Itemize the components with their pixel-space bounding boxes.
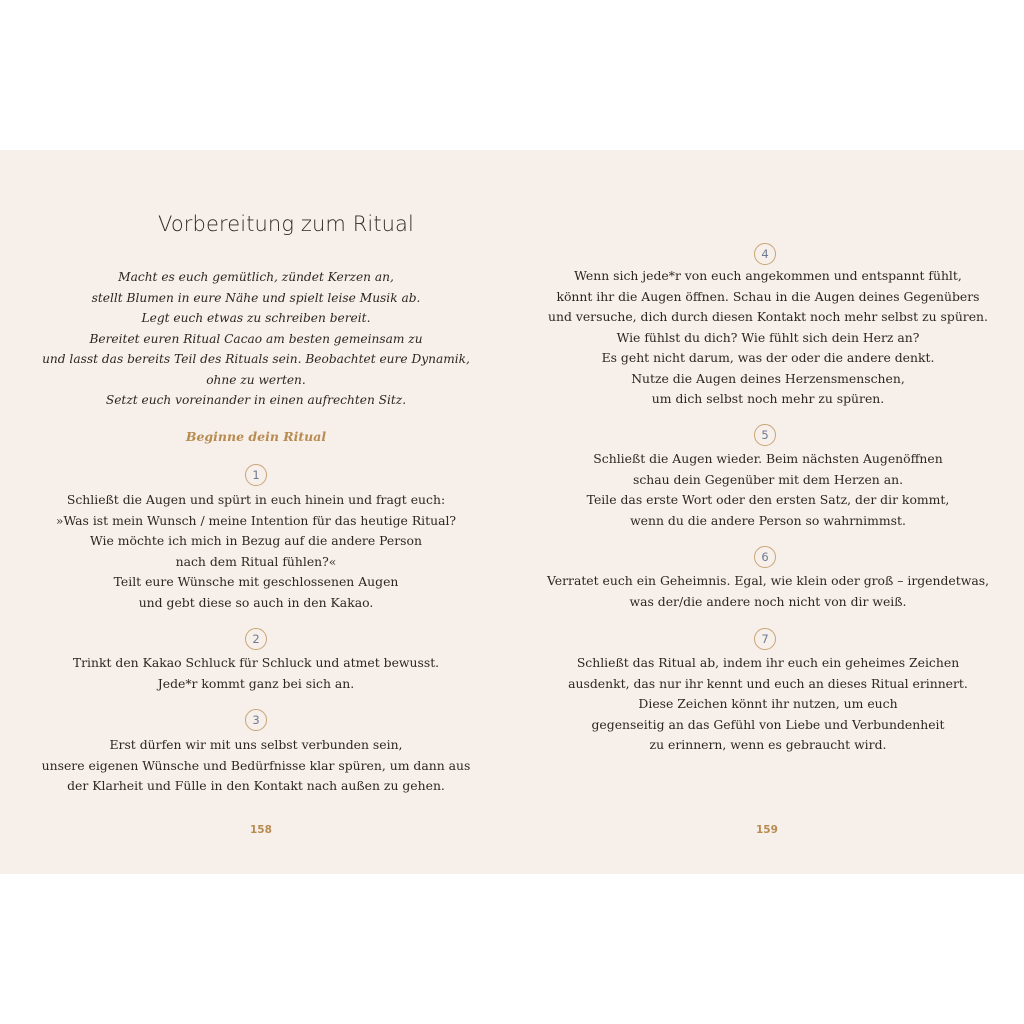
intro-line: ohne zu werten. [206, 372, 306, 387]
step-line: Wenn sich jede*r von euch angekommen und entspannt fühlt, [574, 268, 962, 283]
step-line: nach dem Ritual fühlen?« [175, 553, 337, 569]
step-line: Teile das erste Wort oder den ersten Satz, der dir kommt, [586, 492, 950, 507]
step-line: Schließt das Ritual ab, indem ihr euch ein geheimes Zeichen [576, 655, 960, 670]
step-text-3 [0, 735, 512, 797]
intro-paragraph [0, 267, 512, 411]
step-number-badge-5: 5 [754, 424, 776, 446]
step-line: Trinkt den Kakao Schluck für Schluck und atmet bewusst. [72, 655, 440, 670]
step-line: Jede*r kommt ganz bei sich an. [157, 675, 355, 691]
intro-line: und lasst das bereits Teil des Rituals sein. Beobachtet eure Dynamik, [42, 352, 470, 366]
intro-line: Bereitet euren Ritual Cacao am besten gemeinsam zu [89, 331, 423, 346]
intro-line: stellt Blumen in eure Nähe und spielt leise Musik ab. [91, 290, 421, 305]
step-text-6 [512, 571, 1024, 612]
book-spread [0, 150, 1024, 874]
step-line: Teilt eure Wünsche mit geschlossenen Augen [113, 574, 399, 589]
step-line: unsere eigenen Wünsche und Bedürfnisse klar spüren, um dann aus [41, 757, 471, 773]
step-line: Nutze die Augen deines Herzensmenschen, [631, 370, 905, 386]
step-line: Diese Zeichen könnt ihr nutzen, um euch [638, 696, 898, 711]
step-line: schau dein Gegenüber mit dem Herzen an. [632, 471, 904, 487]
step-line: ausdenkt, das nur ihr kennt und euch an dieses Ritual erinnert. [568, 675, 968, 691]
step-line: gegenseitig an das Gefühl von Liebe und Verbundenheit [591, 716, 945, 732]
step-line: der Klarheit und Fülle in den Kontakt nach außen zu gehen. [67, 778, 445, 793]
step-line: um dich selbst noch mehr zu spüren. [651, 391, 885, 406]
intro-line: Legt euch etwas zu schreiben bereit. [141, 311, 371, 325]
step-line: »Was ist mein Wunsch / meine Intention für das heutige Ritual? [55, 512, 457, 528]
step-line: und gebt diese so auch in den Kakao. [138, 594, 374, 610]
section-subheading: Beginne dein Ritual [185, 429, 327, 444]
step-line: könnt ihr die Augen öffnen. Schau in die Augen deines Gegenübers [556, 288, 980, 304]
right-page [512, 150, 1024, 874]
step-line: Wie möchte ich mich in Bezug auf die andere Person [90, 533, 422, 548]
step-line: und versuche, dich durch diesen Kontakt noch mehr selbst zu spüren. [548, 309, 988, 324]
step-text-2 [0, 653, 512, 694]
step-line: Verratet euch ein Geheimnis. Egal, wie klein oder groß – irgendetwas, [546, 573, 990, 588]
step-number-badge-3: 3 [245, 709, 267, 731]
step-number-badge-7: 7 [754, 628, 776, 650]
page-number: 159 [756, 824, 778, 836]
step-line: Wie fühlst du dich? Wie fühlt sich dein Herz an? [616, 329, 920, 345]
step-text-1 [0, 490, 512, 613]
step-line: was der/die andere noch nicht von dir weiß. [629, 593, 907, 609]
intro-line: Setzt euch voreinander in einen aufrechten Sitz. [105, 393, 407, 407]
page-title: Vorbereitung zum Ritual [158, 212, 414, 236]
step-number-badge-1: 1 [245, 464, 267, 486]
step-text-7 [512, 653, 1024, 756]
step-line: Erst dürfen wir mit uns selbst verbunden sein, [109, 737, 403, 752]
step-line: zu erinnern, wenn es gebraucht wird. [649, 737, 887, 752]
step-line: wenn du die andere Person so wahrnimmst. [630, 512, 906, 528]
step-line: Schließt die Augen wieder. Beim nächsten Augenöffnen [593, 451, 943, 466]
left-page [0, 150, 512, 874]
step-number-badge-4: 4 [754, 243, 776, 265]
step-text-5 [512, 449, 1024, 531]
step-number-badge-6: 6 [754, 546, 776, 568]
step-line: Es geht nicht darum, was der oder die andere denkt. [601, 350, 935, 365]
step-text-4 [512, 266, 1024, 410]
step-number-badge-2: 2 [245, 628, 267, 650]
page-number: 158 [250, 824, 272, 836]
step-line: Schließt die Augen und spürt in euch hinein und fragt euch: [66, 492, 446, 507]
intro-line: Macht es euch gemütlich, zündet Kerzen an, [118, 270, 394, 284]
